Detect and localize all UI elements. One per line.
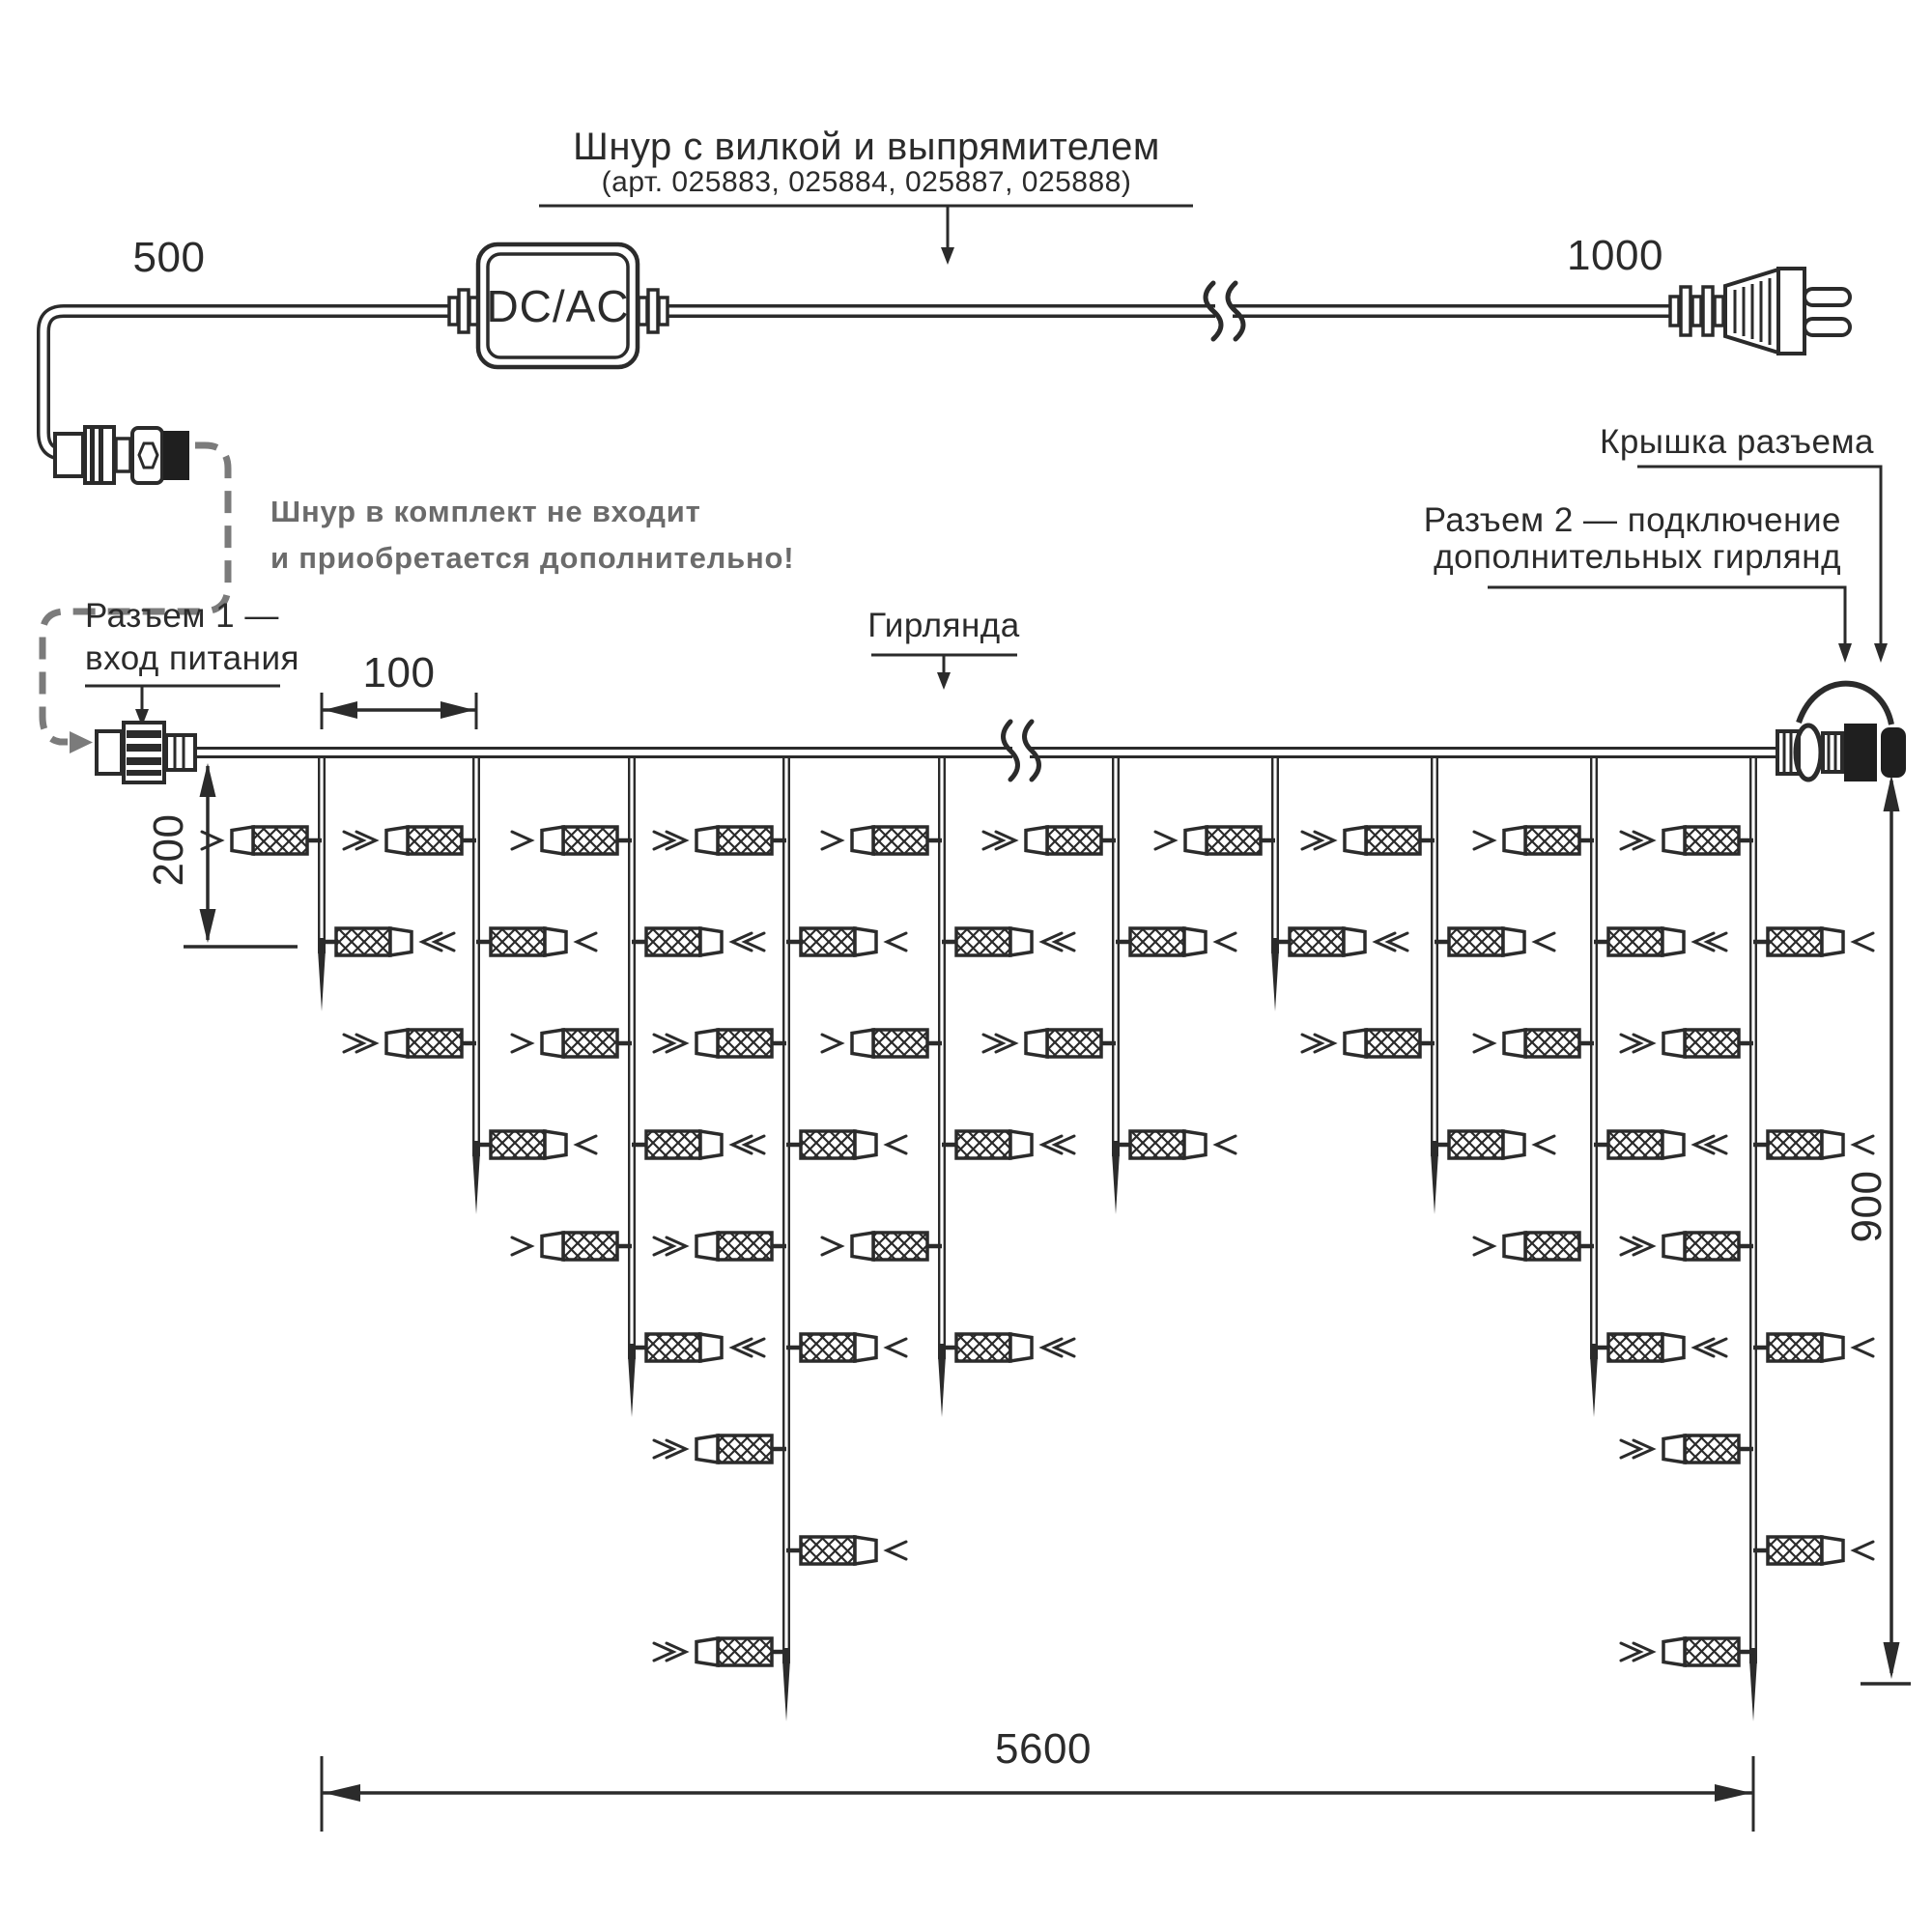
bulb-cap-icon [1345, 827, 1366, 854]
drop-tip-icon [628, 1355, 636, 1417]
bulb-cap-icon [700, 1131, 722, 1158]
led-bulb-icon [1366, 1030, 1420, 1057]
drop-tip-icon [938, 1355, 946, 1417]
bulb-cap-icon [1010, 1131, 1032, 1158]
bulb-cap-icon [700, 1334, 722, 1361]
light-direction-icon [822, 832, 841, 849]
bulb-cap-icon [855, 928, 876, 955]
led-bulb-icon [1290, 928, 1344, 955]
led-bulb-icon [1047, 1030, 1101, 1057]
note-line1: Шнур в комплект не входит [270, 495, 701, 528]
led-bulb-icon [718, 1638, 772, 1665]
led-bulb-icon [1685, 1435, 1739, 1463]
bulb-cap-icon [852, 1030, 873, 1057]
led-bulb-icon [253, 827, 307, 854]
led-bulb-icon [1685, 1233, 1739, 1260]
led-bulb-icon [563, 827, 617, 854]
dim-900-label: 900 [1843, 1170, 1890, 1243]
bulb-cap-icon [855, 1537, 876, 1564]
led-bulb-icon [873, 827, 927, 854]
led-bulb-icon [563, 1030, 617, 1057]
light-direction-icon [202, 832, 221, 849]
bulb-cap-icon [1504, 827, 1525, 854]
led-bulb-icon [1685, 1030, 1739, 1057]
connector1-label-line1: Разъем 1 — [85, 597, 279, 635]
bulb-cap-icon [545, 1131, 566, 1158]
garland-connector2-icon [1777, 684, 1906, 781]
bulb-cap-icon [1662, 1131, 1684, 1158]
light-direction-icon [822, 1035, 841, 1052]
bulb-cap-icon [1185, 827, 1207, 854]
drop-tip-icon [1271, 950, 1279, 1011]
bulb-cap-icon [232, 827, 253, 854]
bulb-cap-icon [390, 928, 412, 955]
bulb-cap-icon [1663, 1030, 1685, 1057]
light-direction-icon [1216, 933, 1236, 951]
led-bulb-icon [1608, 1131, 1662, 1158]
bulb-cap-icon [700, 928, 722, 955]
light-direction-icon [1474, 1035, 1493, 1052]
led-bulb-icon [408, 827, 462, 854]
bulb-cap-icon [1662, 1334, 1684, 1361]
led-bulb-icon [646, 928, 700, 955]
drop-tip-icon [1431, 1152, 1438, 1214]
light-direction-icon [1535, 1136, 1554, 1153]
garland-arrow-icon [937, 672, 951, 690]
led-bulb-icon [801, 1334, 855, 1361]
led-bulb-icon [1130, 1131, 1184, 1158]
led-bulb-icon [1685, 827, 1739, 854]
dashed-arrow-icon [70, 731, 93, 753]
connector2-label-line2: дополнительных гирлянд [1434, 538, 1841, 576]
bulb-cap-icon [1822, 1537, 1843, 1564]
bulb-cap-icon [1504, 1233, 1525, 1260]
bulb-cap-icon [386, 827, 408, 854]
drop-tip-icon [318, 950, 326, 1011]
bulb-cap-icon [1010, 1334, 1032, 1361]
dim-100-graphic [322, 693, 476, 729]
light-direction-icon [512, 832, 531, 849]
led-bulb-icon [1525, 827, 1579, 854]
bulb-cap-icon [1026, 1030, 1047, 1057]
led-bulb-icon [718, 1233, 772, 1260]
bulb-cap-icon [1345, 1030, 1366, 1057]
led-bulb-icon [718, 1030, 772, 1057]
garland-bulbs [202, 758, 1873, 1721]
dashed-path [43, 445, 228, 742]
bulb-cap-icon [1344, 928, 1365, 955]
bulb-cap-icon [1662, 928, 1684, 955]
title-arrow-icon [941, 247, 954, 265]
connector-cap-icon [1881, 727, 1906, 778]
dcac-label: DC/AC [486, 280, 630, 331]
dim-1000-label: 1000 [1567, 232, 1663, 279]
light-direction-icon [1854, 1339, 1873, 1356]
drop-tip-icon [1749, 1660, 1757, 1721]
light-direction-icon [1216, 1136, 1236, 1153]
power-cord [43, 244, 1850, 483]
bulb-cap-icon [696, 1233, 718, 1260]
led-bulb-icon [491, 928, 545, 955]
note-line2: и приобретается дополнительно! [270, 541, 795, 575]
led-bulb-icon [1449, 1131, 1503, 1158]
led-bulb-icon [1768, 1537, 1822, 1564]
bulb-cap-icon [852, 827, 873, 854]
drop-tip-icon [1112, 1152, 1120, 1214]
led-bulb-icon [718, 1435, 772, 1463]
dim-500-label: 500 [132, 234, 206, 281]
light-direction-icon [1474, 1237, 1493, 1255]
led-bulb-icon [1768, 1131, 1822, 1158]
garland-connector1-icon [97, 723, 195, 782]
bulb-cap-icon [1822, 1131, 1843, 1158]
bulb-cap-icon [855, 1334, 876, 1361]
light-direction-icon [1854, 933, 1873, 951]
bulb-cap-icon [542, 827, 563, 854]
bulb-cap-icon [1663, 1233, 1685, 1260]
led-bulb-icon [956, 928, 1010, 955]
light-direction-icon [512, 1035, 531, 1052]
bulb-cap-icon [696, 1030, 718, 1057]
led-bulb-icon [1608, 1334, 1662, 1361]
garland-wire [195, 722, 1777, 780]
dim-200-label: 200 [145, 813, 192, 887]
led-bulb-icon [873, 1030, 927, 1057]
bulb-cap-icon [1663, 827, 1685, 854]
cap-arrow-icon [1874, 643, 1888, 663]
label-leaders [85, 206, 1888, 726]
led-bulb-icon [718, 827, 772, 854]
cap-tether-icon [1799, 684, 1891, 724]
led-bulb-icon [1366, 827, 1420, 854]
light-direction-icon [1535, 933, 1554, 951]
bulb-cap-icon [1503, 928, 1524, 955]
bulb-cap-icon [1822, 928, 1843, 955]
dim-100-label: 100 [362, 649, 436, 696]
led-bulb-icon [1449, 928, 1503, 955]
bulb-cap-icon [855, 1131, 876, 1158]
bulb-cap-icon [386, 1030, 408, 1057]
bulb-cap-icon [1822, 1334, 1843, 1361]
cap-label: Крышка разъема [1599, 423, 1874, 461]
led-bulb-icon [646, 1334, 700, 1361]
bulb-cap-icon [1503, 1131, 1524, 1158]
bulb-cap-icon [542, 1233, 563, 1260]
connector2-label-line1: Разъем 2 — подключение [1423, 501, 1841, 539]
connector2-arrow-icon [1838, 643, 1852, 663]
title-line1: Шнур с вилкой и выпрямителем [573, 126, 1160, 168]
light-direction-icon [1155, 832, 1175, 849]
light-direction-icon [822, 1237, 841, 1255]
led-bulb-icon [563, 1233, 617, 1260]
bulb-cap-icon [1184, 928, 1206, 955]
led-bulb-icon [801, 1131, 855, 1158]
led-bulb-icon [408, 1030, 462, 1057]
bulb-cap-icon [1663, 1638, 1685, 1665]
light-direction-icon [887, 933, 906, 951]
led-bulb-icon [336, 928, 390, 955]
bulb-cap-icon [542, 1030, 563, 1057]
bulb-cap-icon [852, 1233, 873, 1260]
bulb-cap-icon [1010, 928, 1032, 955]
bulb-cap-icon [696, 827, 718, 854]
connector1-label-line2: вход питания [85, 639, 299, 677]
led-bulb-icon [1768, 928, 1822, 955]
garland-label: Гирлянда [867, 607, 1020, 644]
light-direction-icon [887, 1136, 906, 1153]
bulb-cap-icon [1663, 1435, 1685, 1463]
led-bulb-icon [1207, 827, 1261, 854]
drop-tip-icon [782, 1660, 790, 1721]
title-line2: (арт. 025883, 025884, 025887, 025888) [601, 166, 1132, 198]
light-direction-icon [1854, 1542, 1873, 1559]
cord-connector-icon [55, 427, 189, 483]
led-bulb-icon [801, 1537, 855, 1564]
led-bulb-icon [873, 1233, 927, 1260]
light-direction-icon [512, 1237, 531, 1255]
light-direction-icon [577, 1136, 596, 1153]
led-bulb-icon [491, 1131, 545, 1158]
bulb-cap-icon [1504, 1030, 1525, 1057]
bulb-cap-icon [696, 1435, 718, 1463]
led-bulb-icon [1130, 928, 1184, 955]
drop-tip-icon [472, 1152, 480, 1214]
dimension-graphics [184, 693, 1911, 1832]
led-bulb-icon [1525, 1030, 1579, 1057]
led-bulb-icon [1608, 928, 1662, 955]
led-bulb-icon [801, 928, 855, 955]
bulb-cap-icon [696, 1638, 718, 1665]
light-direction-icon [577, 933, 596, 951]
drop-tip-icon [1590, 1355, 1598, 1417]
plug-icon [1670, 269, 1850, 354]
led-bulb-icon [956, 1334, 1010, 1361]
led-bulb-icon [1768, 1334, 1822, 1361]
led-bulb-icon [956, 1131, 1010, 1158]
garland-drop-lines [322, 748, 1753, 1663]
light-direction-icon [887, 1542, 906, 1559]
light-direction-icon [887, 1339, 906, 1356]
light-direction-icon [1474, 832, 1493, 849]
bulb-cap-icon [1026, 827, 1047, 854]
led-bulb-icon [1525, 1233, 1579, 1260]
led-bulb-icon [646, 1131, 700, 1158]
bulb-cap-icon [1184, 1131, 1206, 1158]
led-bulb-icon [1685, 1638, 1739, 1665]
bulb-cap-icon [545, 928, 566, 955]
led-bulb-icon [1047, 827, 1101, 854]
dim-5600-label: 5600 [995, 1725, 1092, 1773]
